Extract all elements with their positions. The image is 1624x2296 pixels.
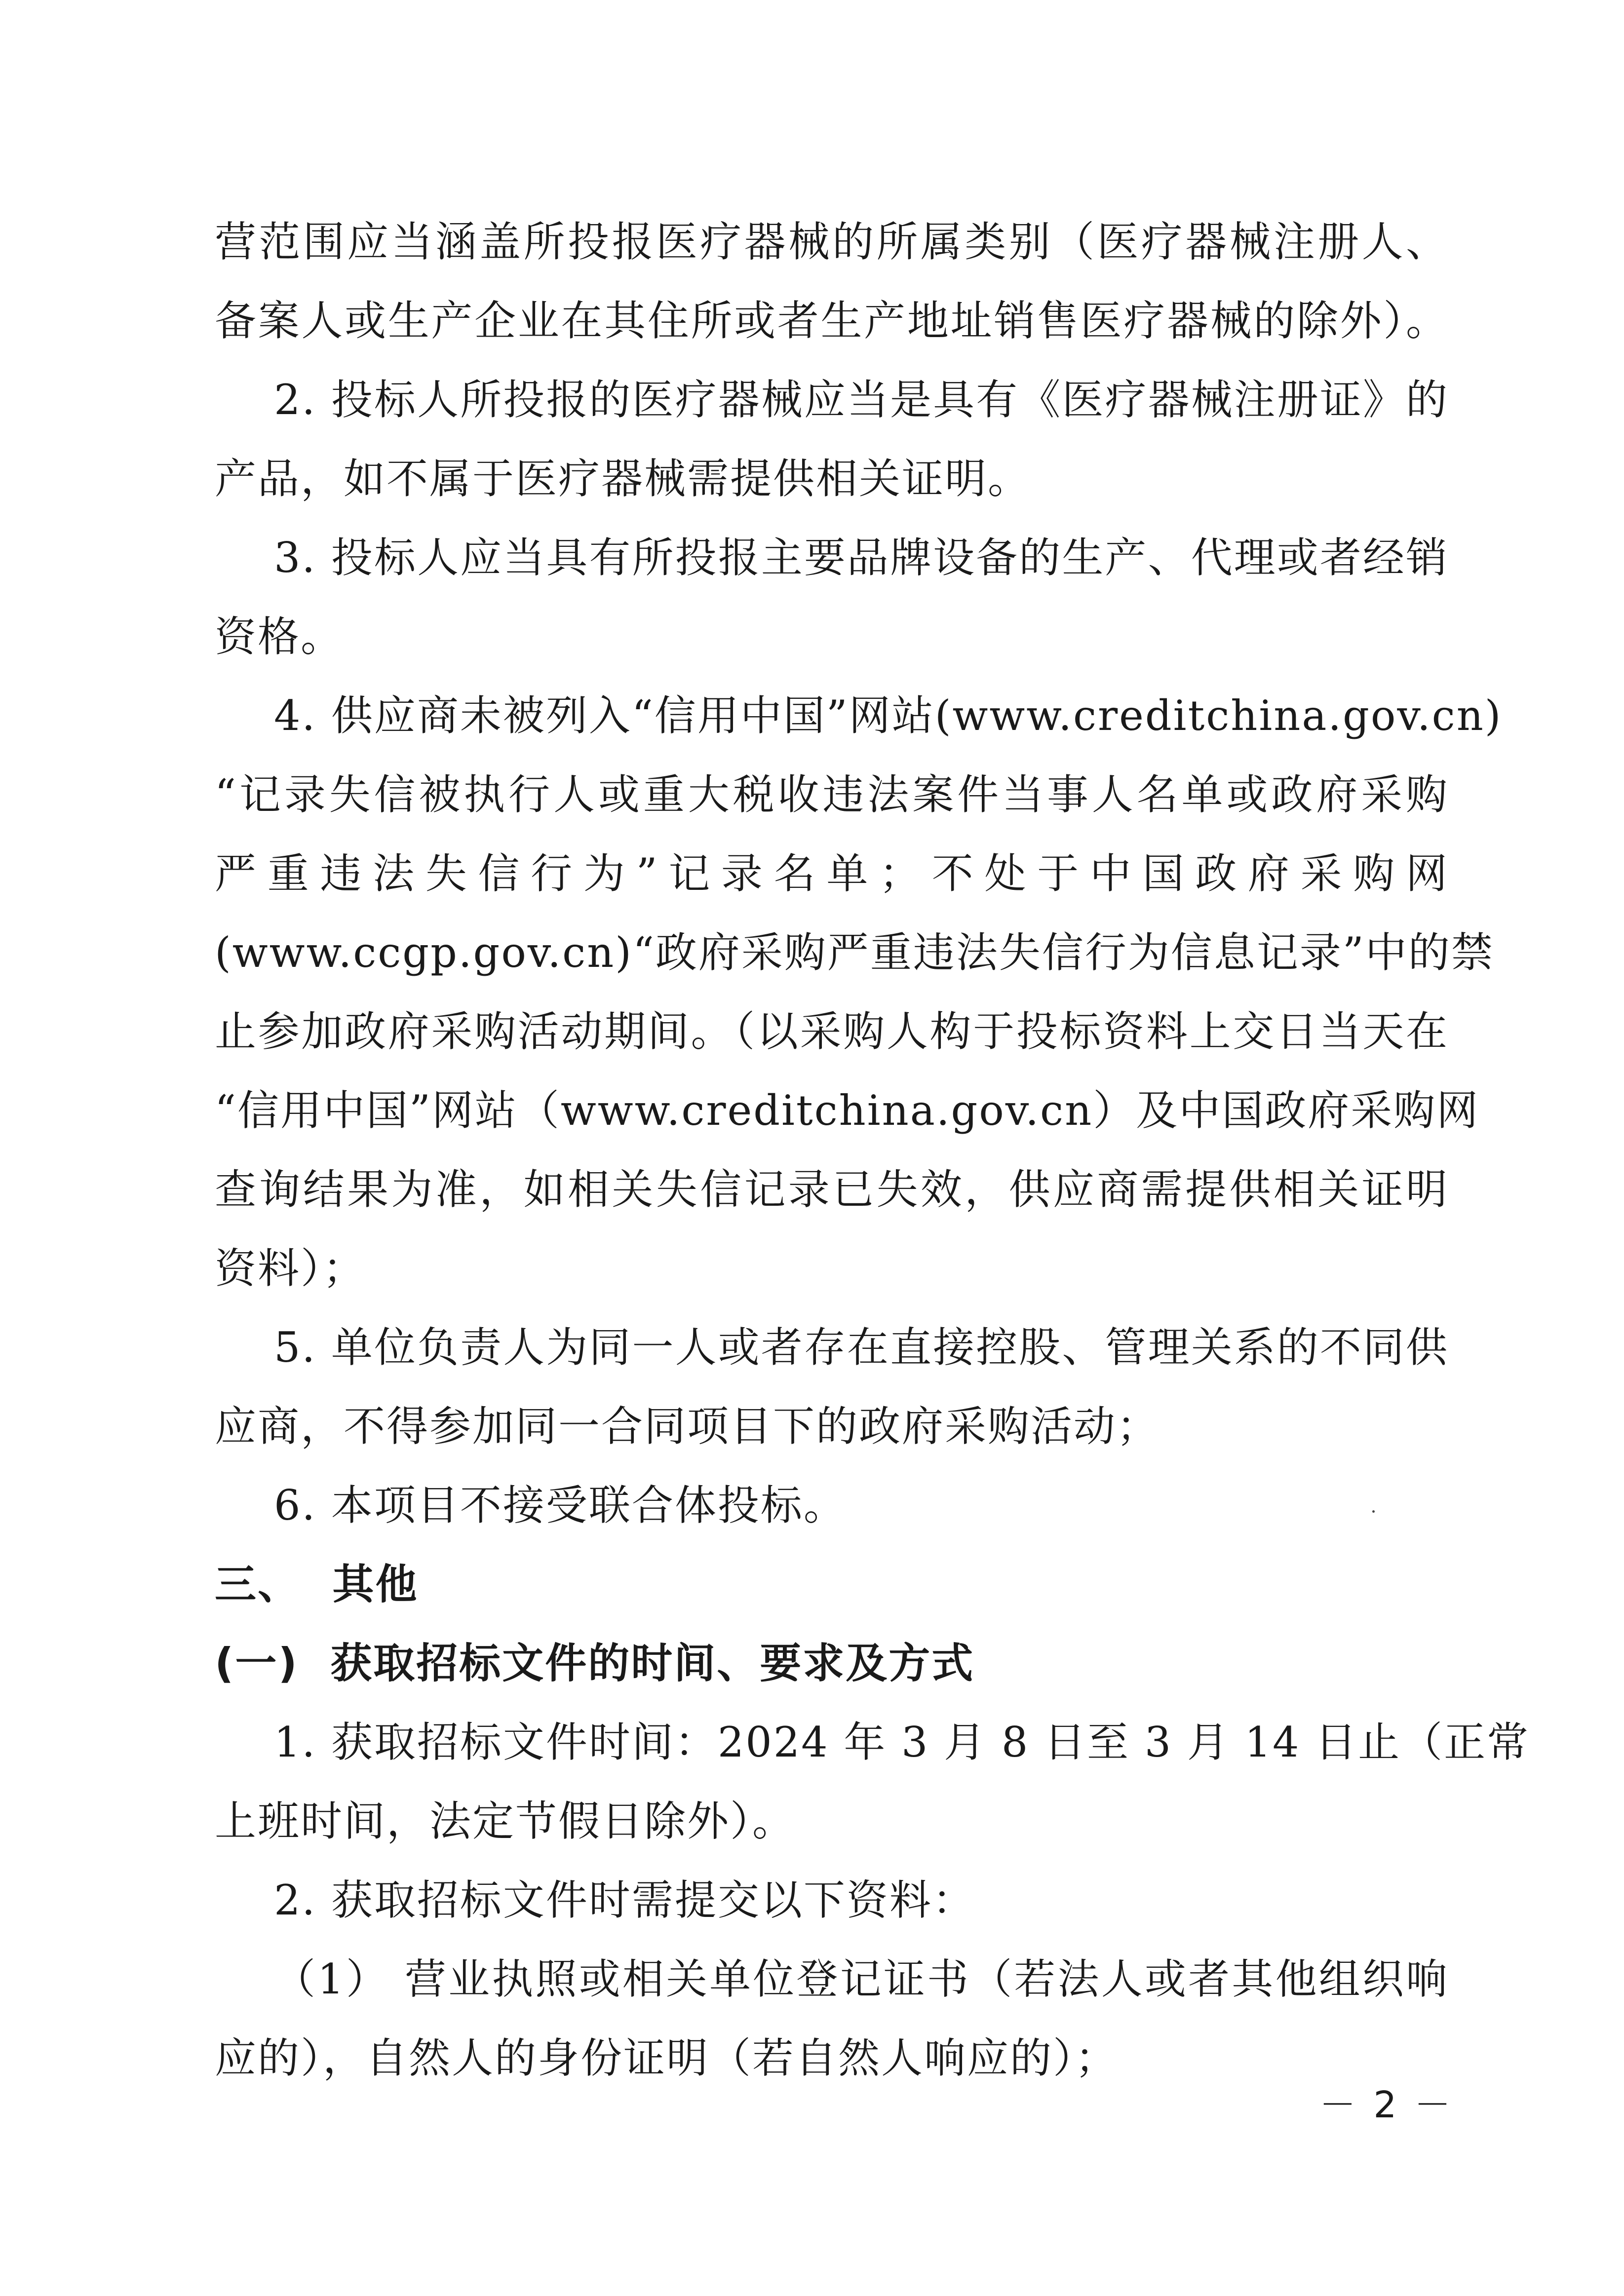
paragraph-line: 资格。 [215,612,344,661]
page-number: － 2 － [1319,2084,1454,2126]
paragraph-line: 2. 投标人所投报的医疗器械应当是具有《医疗器械注册证》的 [274,376,1449,424]
paragraph-line: （1） 营业执照或相关单位登记证书（若法人或者其他组织响 [274,1955,1449,2003]
paragraph-line: “记录失信被执行人或重大税收违法案件当事人名单或政府采购 [215,770,1449,819]
paragraph-line: 6. 本项目不接受联合体投标。 [274,1481,847,1530]
paragraph-line: (www.ccgp.gov.cn)“政府采购严重违法失信行为信息记录”中的禁 [215,928,1494,977]
scan-speck [1372,1510,1375,1513]
paragraph-line: 应商，不得参加同一合同项目下的政府采购活动； [215,1402,1160,1451]
paragraph-line: 5. 单位负责人为同一人或者存在直接控股、管理关系的不同供 [274,1323,1449,1372]
subsection-heading: (一) 获取招标文件的时间、要求及方式 [215,1639,975,1687]
paragraph-line: 查询结果为准，如相关失信记录已失效，供应商需提供相关证明 [215,1165,1449,1214]
paragraph-line: 营范围应当涵盖所投报医疗器械的所属类别（医疗器械注册人、 [215,218,1449,266]
paragraph-line: 严重违法失信行为”记录名单；不处于中国政府采购网 [215,849,1449,898]
paragraph-line: 3. 投标人应当具有所投报主要品牌设备的生产、代理或者经销 [274,534,1449,582]
paragraph-line: 4. 供应商未被列入“信用中国”网站(www.creditchina.gov.cn) [274,691,1503,740]
paragraph-line: 备案人或生产企业在其住所或者生产地址销售医疗器械的除外）。 [215,297,1449,345]
section-heading: 三、 其他 [215,1560,419,1608]
paragraph-line: 资料）； [215,1244,366,1293]
paragraph-line: 1. 获取招标文件时间：2024 年 3 月 8 日至 3 月 14 日止（正常 [274,1718,1530,1766]
paragraph-line: 应的），自然人的身份证明（若自然人响应的）； [215,2034,1119,2082]
paragraph-line: 上班时间，法定节假日除外）。 [215,1797,796,1845]
paragraph-line: 止参加政府采购活动期间。（以采购人构于投标资料上交日当天在 [215,1007,1449,1056]
paragraph-line: “信用中国”网站（www.creditchina.gov.cn）及中国政府采购网 [215,1086,1480,1135]
paragraph-line: 产品，如不属于医疗器械需提供相关证明。 [215,455,1031,503]
paragraph-line: 2. 获取招标文件时需提交以下资料： [274,1876,975,1924]
